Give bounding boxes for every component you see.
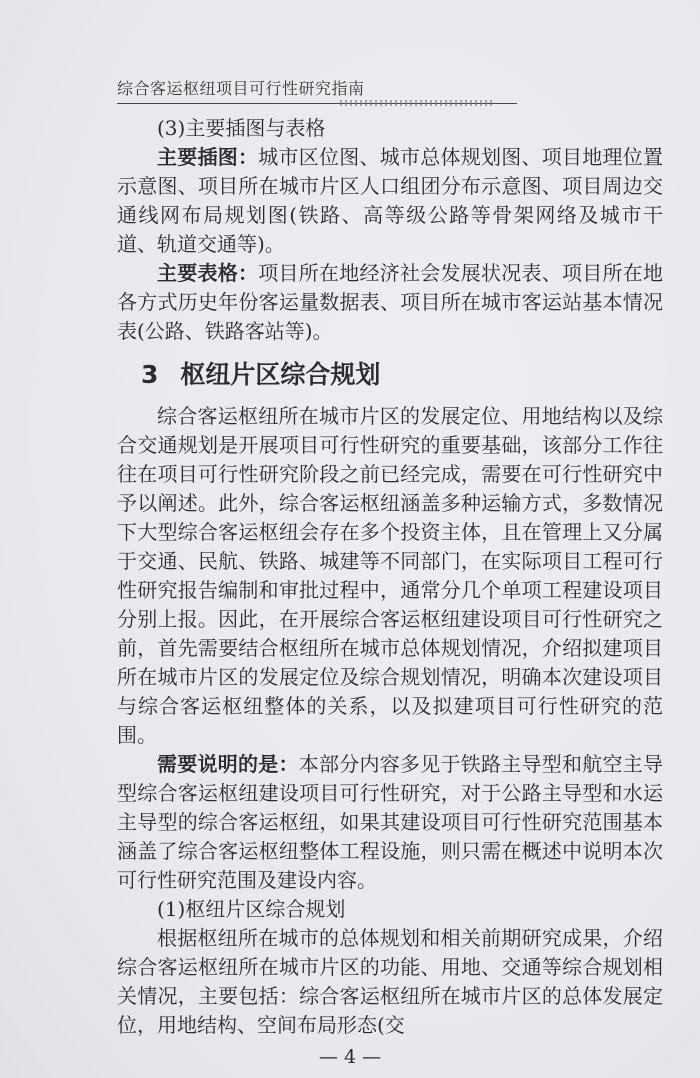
running-header: 综合客运枢纽项目可行性研究指南 <box>117 79 365 98</box>
paragraph-line: 项目所在地经济社会发展状况表、项目所在地各方式历史 <box>117 261 663 314</box>
paragraph-line: 年份客运量数据表、项目所在城市客运站基本情况表(公路、铁路 <box>117 290 664 343</box>
header-rule-ornament <box>340 100 495 106</box>
paragraph-line: 路、高等级公路等骨架网络及城市干道、轨道交通等)。 <box>117 203 663 256</box>
paragraph-line: 程设施，则只需在概述中说明本次可行性研究范围及建设内容。 <box>117 839 664 892</box>
section-heading <box>141 358 663 392</box>
paragraph-line: 究阶段之前已经完成，需要在可行性研究中予以阐述。此外，综合客运枢 <box>117 462 664 515</box>
paragraph-line: 根据枢纽所在城市的总体规划和相关前期研究成果，介绍综合客运 <box>117 926 663 979</box>
note-lead: 需要说明的是： <box>157 752 299 776</box>
intro-paragraph <box>117 402 663 750</box>
paragraph-line: 体，且在管理上又分属于交通、民航、铁路、城建等不同部门，在实际项目 <box>117 520 664 573</box>
paragraph-line: 定位及综合规划情况，明确本次建设项目与综合客运枢纽整体的关系，以 <box>117 665 664 718</box>
figures-paragraph <box>117 143 663 259</box>
paragraph-line: 分别上报。因此，在开展综合客运枢纽建设项目可行性研究之前，首先需 <box>117 607 663 660</box>
page-number: — 4 — <box>318 1046 382 1068</box>
paragraph-line: 运枢纽建设项目可行性研究，对于公路主导型和水运主导型的综合客运 <box>117 781 664 834</box>
paragraph-line: 工程可行性研究报告编制和审批过程中，通常分几个单项工程建设项目 <box>117 549 664 602</box>
tables-lead: 主要表格： <box>157 261 259 285</box>
paragraph-line: 合客运枢纽所在城市片区的总体发展定位，用地结构、空间布局形态(交 <box>117 984 664 1037</box>
paragraph-line: 城市区位图、城市总体规划图、项目地理位置示意图、项目 <box>117 145 663 198</box>
section-number: 3 <box>141 360 159 389</box>
paragraph-line: 要结合枢纽所在城市总体规划情况，介绍拟建项目所在城市片区的发展 <box>117 636 664 689</box>
paragraph-line: 所在城市片区人口组团分布示意图、项目周边交通线网布局规划图(铁 <box>117 174 664 227</box>
paragraph-line: 本部分内容多见于铁路主导型和航空主导型综合客 <box>117 752 663 805</box>
sub1-paragraph <box>117 924 663 1040</box>
subsection-title: (1)枢纽片区综合规划 <box>157 897 346 921</box>
subsection-title: (3)主要插图与表格 <box>157 116 326 140</box>
paragraph-line: 划是开展项目可行性研究的重要基础，该部分工作往往在项目可行性研 <box>117 433 664 486</box>
tables-paragraph <box>117 259 663 346</box>
section-title: 枢纽片区综合规划 <box>180 360 381 389</box>
header-rule-group <box>117 100 517 108</box>
paragraph-line: 及拟建项目可行性研究的范围。 <box>117 694 664 747</box>
paragraph-line: 枢纽，如果其建设项目可行性研究范围基本涵盖了综合客运枢纽整体工 <box>117 810 664 863</box>
note-paragraph <box>117 750 663 895</box>
figures-lead: 主要插图： <box>157 145 259 169</box>
paragraph-line: 纽涵盖多种运输方式，多数情况下大型综合客运枢纽会存在多个投资主 <box>117 491 663 544</box>
paragraph-line: 综合客运枢纽所在城市片区的发展定位、用地结构以及综合交通规 <box>117 404 663 457</box>
page-body <box>117 114 663 1040</box>
paragraph-line: 客站等)。 <box>244 319 333 343</box>
paragraph-line: 枢纽所在城市片区的功能、用地、交通等综合规划相关情况，主要包括：综 <box>117 955 664 1008</box>
